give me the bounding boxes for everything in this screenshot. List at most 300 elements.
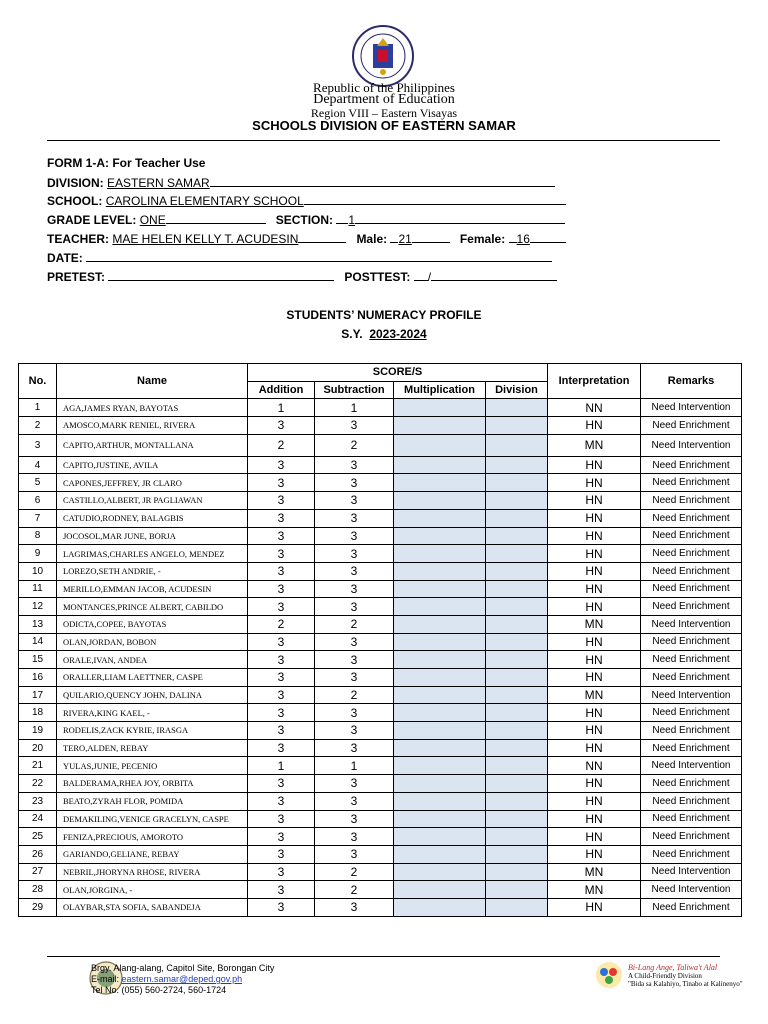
school-label: SCHOOL: bbox=[47, 194, 103, 208]
table-row bbox=[19, 562, 742, 580]
row-remarks: Need Enrichment bbox=[641, 792, 742, 810]
row-subtraction: 3 bbox=[315, 704, 394, 722]
row-interpretation: MN bbox=[548, 863, 641, 881]
row-no: 4 bbox=[19, 456, 57, 474]
row-division bbox=[486, 598, 548, 616]
row-interpretation: HN bbox=[548, 417, 641, 435]
brand-text bbox=[628, 964, 743, 988]
row-interpretation: MN bbox=[548, 434, 641, 456]
row-multiplication bbox=[394, 399, 486, 417]
table-row bbox=[19, 434, 742, 456]
row-name: QUILARIO,QUENCY JOHN, DALINA bbox=[57, 686, 248, 704]
row-remarks: Need Enrichment bbox=[641, 417, 742, 435]
division-label: DIVISION: bbox=[47, 176, 104, 190]
row-multiplication bbox=[394, 898, 486, 916]
table-row bbox=[19, 492, 742, 510]
row-name: ORALLER,LIAM LAETTNER, CASPE bbox=[57, 669, 248, 687]
row-interpretation: MN bbox=[548, 615, 641, 633]
row-subtraction: 1 bbox=[315, 399, 394, 417]
row-no: 13 bbox=[19, 615, 57, 633]
row-addition: 3 bbox=[248, 810, 315, 828]
row-addition: 3 bbox=[248, 456, 315, 474]
row-subtraction: 3 bbox=[315, 527, 394, 545]
row-remarks: Need Enrichment bbox=[641, 775, 742, 793]
row-no: 21 bbox=[19, 757, 57, 775]
row-remarks: Need Enrichment bbox=[641, 474, 742, 492]
row-name: JOCOSOL,MAR JUNE, BORJA bbox=[57, 527, 248, 545]
deped-seal-logo bbox=[351, 24, 415, 88]
row-no: 3 bbox=[19, 434, 57, 456]
row-multiplication bbox=[394, 863, 486, 881]
row-addition: 2 bbox=[248, 615, 315, 633]
row-interpretation: HN bbox=[548, 545, 641, 563]
row-name: MERILLO,EMMAN JACOB, ACUDESIN bbox=[57, 580, 248, 598]
row-multiplication bbox=[394, 704, 486, 722]
row-interpretation: NN bbox=[548, 399, 641, 417]
row-remarks: Need Enrichment bbox=[641, 722, 742, 740]
row-subtraction: 2 bbox=[315, 863, 394, 881]
row-addition: 3 bbox=[248, 863, 315, 881]
header-divider bbox=[47, 140, 720, 141]
form-label: FORM 1-A: For Teacher Use bbox=[47, 156, 206, 170]
row-no: 23 bbox=[19, 792, 57, 810]
row-division bbox=[486, 399, 548, 417]
row-subtraction: 3 bbox=[315, 545, 394, 563]
row-interpretation: HN bbox=[548, 704, 641, 722]
profile-title: STUDENTS’ NUMERACY PROFILE bbox=[286, 308, 482, 322]
footer-address: Brgy. Alang-alang, Capitol Site, Borongan City bbox=[91, 963, 275, 973]
row-remarks: Need Enrichment bbox=[641, 898, 742, 916]
sy-label: S.Y. bbox=[341, 327, 363, 341]
row-no: 8 bbox=[19, 527, 57, 545]
row-interpretation: MN bbox=[548, 686, 641, 704]
row-interpretation: HN bbox=[548, 898, 641, 916]
republic-text: Republic of the Philippines bbox=[313, 80, 455, 95]
row-remarks: Need Enrichment bbox=[641, 527, 742, 545]
sy-value: 2023-2024 bbox=[369, 327, 427, 341]
row-addition: 3 bbox=[248, 598, 315, 616]
row-interpretation: HN bbox=[548, 669, 641, 687]
division-field bbox=[47, 175, 555, 190]
pretest-label: PRETEST: bbox=[47, 270, 106, 284]
school-value: CAROLINA ELEMENTARY SCHOOL bbox=[105, 194, 304, 208]
row-remarks: Need Enrichment bbox=[641, 704, 742, 722]
row-no: 20 bbox=[19, 739, 57, 757]
row-division bbox=[486, 527, 548, 545]
table-row bbox=[19, 722, 742, 740]
footer-email-link[interactable]: eastern.samar@deped.gov.ph bbox=[121, 974, 243, 984]
brand-line3: "Bida sa Kalahiyo, Tinabo at Kalinenyo" bbox=[628, 980, 743, 988]
row-name: RODELIS,ZACK KYRIE, IRASGA bbox=[57, 722, 248, 740]
row-no: 5 bbox=[19, 474, 57, 492]
row-interpretation: HN bbox=[548, 775, 641, 793]
table-row bbox=[19, 845, 742, 863]
row-multiplication bbox=[394, 775, 486, 793]
row-name: CATUDIO,RODNEY, BALAGBIS bbox=[57, 509, 248, 527]
header-remarks: Remarks bbox=[641, 364, 742, 399]
row-interpretation: HN bbox=[548, 633, 641, 651]
row-interpretation: MN bbox=[548, 881, 641, 899]
footer-divider bbox=[47, 956, 720, 957]
row-addition: 3 bbox=[248, 669, 315, 687]
row-no: 7 bbox=[19, 509, 57, 527]
row-multiplication bbox=[394, 757, 486, 775]
row-no: 6 bbox=[19, 492, 57, 510]
row-name: OLAN,JORGINA, - bbox=[57, 881, 248, 899]
row-subtraction: 3 bbox=[315, 509, 394, 527]
brand-line2: A Child-Friendly Division bbox=[628, 972, 702, 980]
row-subtraction: 3 bbox=[315, 492, 394, 510]
row-name: CAPITO,ARTHUR, MONTALLANA bbox=[57, 434, 248, 456]
row-multiplication bbox=[394, 828, 486, 846]
row-remarks: Need Enrichment bbox=[641, 739, 742, 757]
row-name: BALDERAMA,RHEA JOY, ORBITA bbox=[57, 775, 248, 793]
row-name: FENIZA,PRECIOUS, AMOROTO bbox=[57, 828, 248, 846]
row-addition: 3 bbox=[248, 704, 315, 722]
row-subtraction: 3 bbox=[315, 898, 394, 916]
brand-name: Bi-Lang Ange, Taliwa't Alal bbox=[628, 963, 718, 972]
row-division bbox=[486, 633, 548, 651]
table-row bbox=[19, 545, 742, 563]
row-interpretation: HN bbox=[548, 828, 641, 846]
row-subtraction: 3 bbox=[315, 580, 394, 598]
table-row bbox=[19, 615, 742, 633]
date-field bbox=[47, 250, 552, 265]
row-interpretation: HN bbox=[548, 509, 641, 527]
row-remarks: Need Enrichment bbox=[641, 810, 742, 828]
row-name: ODICTA,COPEE, BAYOTAS bbox=[57, 615, 248, 633]
table-row bbox=[19, 399, 742, 417]
row-subtraction: 3 bbox=[315, 792, 394, 810]
row-division bbox=[486, 669, 548, 687]
row-interpretation: HN bbox=[548, 598, 641, 616]
row-multiplication bbox=[394, 722, 486, 740]
row-division bbox=[486, 456, 548, 474]
row-multiplication bbox=[394, 492, 486, 510]
row-name: DEMAKILING,VENICE GRACELYN, CASPE bbox=[57, 810, 248, 828]
row-multiplication bbox=[394, 881, 486, 899]
header-scores: SCORE/S bbox=[248, 364, 548, 382]
row-addition: 3 bbox=[248, 545, 315, 563]
row-division bbox=[486, 474, 548, 492]
row-multiplication bbox=[394, 845, 486, 863]
row-division bbox=[486, 704, 548, 722]
row-no: 24 bbox=[19, 810, 57, 828]
row-name: MONTANCES,PRINCE ALBERT, CABILDO bbox=[57, 598, 248, 616]
row-no: 29 bbox=[19, 898, 57, 916]
row-addition: 1 bbox=[248, 399, 315, 417]
row-remarks: Need Enrichment bbox=[641, 845, 742, 863]
grade-section-field bbox=[47, 212, 565, 227]
row-division bbox=[486, 898, 548, 916]
row-multiplication bbox=[394, 509, 486, 527]
row-multiplication bbox=[394, 545, 486, 563]
row-subtraction: 1 bbox=[315, 757, 394, 775]
footer-email-label: E-mail: bbox=[91, 974, 120, 984]
row-interpretation: HN bbox=[548, 651, 641, 669]
row-interpretation: HN bbox=[548, 456, 641, 474]
row-multiplication bbox=[394, 474, 486, 492]
row-name: BEATO,ZYRAH FLOR, POMIDA bbox=[57, 792, 248, 810]
row-addition: 3 bbox=[248, 509, 315, 527]
row-no: 10 bbox=[19, 562, 57, 580]
row-no: 2 bbox=[19, 417, 57, 435]
table-row bbox=[19, 580, 742, 598]
row-addition: 3 bbox=[248, 474, 315, 492]
row-addition: 3 bbox=[248, 686, 315, 704]
table-row bbox=[19, 898, 742, 916]
row-subtraction: 2 bbox=[315, 881, 394, 899]
row-division bbox=[486, 881, 548, 899]
school-year bbox=[0, 327, 768, 341]
row-interpretation: HN bbox=[548, 474, 641, 492]
section-label: SECTION: bbox=[275, 213, 334, 227]
row-remarks: Need Enrichment bbox=[641, 562, 742, 580]
row-addition: 3 bbox=[248, 492, 315, 510]
teacher-value: MAE HELEN KELLY T. ACUDESIN bbox=[112, 232, 299, 246]
row-addition: 2 bbox=[248, 434, 315, 456]
row-no: 9 bbox=[19, 545, 57, 563]
row-no: 25 bbox=[19, 828, 57, 846]
row-name: ORALE,IVAN, ANDEA bbox=[57, 651, 248, 669]
row-division bbox=[486, 417, 548, 435]
table-row bbox=[19, 828, 742, 846]
region-text: Region VIII – Eastern Visayas bbox=[310, 106, 458, 120]
header-no: No. bbox=[19, 364, 57, 399]
row-multiplication bbox=[394, 792, 486, 810]
female-label: Female: bbox=[459, 232, 506, 246]
row-no: 27 bbox=[19, 863, 57, 881]
row-no: 18 bbox=[19, 704, 57, 722]
row-division bbox=[486, 509, 548, 527]
row-division bbox=[486, 845, 548, 863]
male-value: 21 bbox=[398, 232, 412, 246]
row-subtraction: 2 bbox=[315, 615, 394, 633]
row-name: LOREZO,SETH ANDRIE, - bbox=[57, 562, 248, 580]
row-remarks: Need Enrichment bbox=[641, 509, 742, 527]
row-division bbox=[486, 545, 548, 563]
row-division bbox=[486, 792, 548, 810]
row-addition: 3 bbox=[248, 722, 315, 740]
row-name: OLAYBAR,STA SOFIA, SABANDEJA bbox=[57, 898, 248, 916]
row-addition: 3 bbox=[248, 881, 315, 899]
row-no: 26 bbox=[19, 845, 57, 863]
row-addition: 3 bbox=[248, 739, 315, 757]
row-division bbox=[486, 651, 548, 669]
row-name: AGA,JAMES RYAN, BAYOTAS bbox=[57, 399, 248, 417]
row-remarks: Need Enrichment bbox=[641, 492, 742, 510]
row-multiplication bbox=[394, 633, 486, 651]
row-name: CAPITO,JUSTINE, AVILA bbox=[57, 456, 248, 474]
row-name: YULAS,JUNIE, PECENIO bbox=[57, 757, 248, 775]
test-field bbox=[47, 269, 557, 284]
teacher-field bbox=[47, 231, 566, 246]
row-remarks: Need Intervention bbox=[641, 686, 742, 704]
table-row bbox=[19, 456, 742, 474]
row-subtraction: 3 bbox=[315, 669, 394, 687]
posttest-label: POSTTEST: bbox=[344, 270, 411, 284]
header-division: Division bbox=[486, 381, 548, 399]
row-remarks: Need Enrichment bbox=[641, 828, 742, 846]
row-multiplication bbox=[394, 615, 486, 633]
row-addition: 3 bbox=[248, 633, 315, 651]
table-row bbox=[19, 775, 742, 793]
row-multiplication bbox=[394, 669, 486, 687]
row-subtraction: 3 bbox=[315, 739, 394, 757]
row-name: CASTILLO,ALBERT, JR PAGLIAWAN bbox=[57, 492, 248, 510]
row-subtraction: 2 bbox=[315, 686, 394, 704]
row-division bbox=[486, 739, 548, 757]
row-subtraction: 3 bbox=[315, 810, 394, 828]
row-multiplication bbox=[394, 651, 486, 669]
row-no: 17 bbox=[19, 686, 57, 704]
child-friendly-logo bbox=[594, 960, 624, 990]
row-addition: 3 bbox=[248, 898, 315, 916]
row-division bbox=[486, 828, 548, 846]
row-remarks: Need Intervention bbox=[641, 757, 742, 775]
row-division bbox=[486, 615, 548, 633]
row-remarks: Need Enrichment bbox=[641, 456, 742, 474]
row-division bbox=[486, 492, 548, 510]
row-subtraction: 3 bbox=[315, 562, 394, 580]
header-interpretation: Interpretation bbox=[548, 364, 641, 399]
male-label: Male: bbox=[356, 232, 388, 246]
row-addition: 3 bbox=[248, 417, 315, 435]
section-value: 1 bbox=[348, 213, 356, 227]
row-interpretation: HN bbox=[548, 492, 641, 510]
row-division bbox=[486, 686, 548, 704]
row-no: 1 bbox=[19, 399, 57, 417]
row-no: 12 bbox=[19, 598, 57, 616]
row-addition: 3 bbox=[248, 651, 315, 669]
row-division bbox=[486, 863, 548, 881]
table-row bbox=[19, 474, 742, 492]
row-no: 19 bbox=[19, 722, 57, 740]
row-no: 15 bbox=[19, 651, 57, 669]
row-remarks: Need Intervention bbox=[641, 399, 742, 417]
table-row bbox=[19, 881, 742, 899]
header-addition: Addition bbox=[248, 381, 315, 399]
row-interpretation: HN bbox=[548, 739, 641, 757]
female-value: 16 bbox=[516, 232, 530, 246]
row-interpretation: NN bbox=[548, 757, 641, 775]
row-multiplication bbox=[394, 456, 486, 474]
row-multiplication bbox=[394, 739, 486, 757]
grade-label: GRADE LEVEL: bbox=[47, 213, 137, 227]
row-interpretation: HN bbox=[548, 810, 641, 828]
division-value: EASTERN SAMAR bbox=[107, 176, 210, 190]
row-no: 28 bbox=[19, 881, 57, 899]
header-name: Name bbox=[57, 364, 248, 399]
row-remarks: Need Intervention bbox=[641, 863, 742, 881]
table-row bbox=[19, 810, 742, 828]
table-row bbox=[19, 417, 742, 435]
table-row bbox=[19, 527, 742, 545]
table-row bbox=[19, 739, 742, 757]
footer-tel: Tel No. (055) 560-2724, 560-1724 bbox=[91, 985, 227, 995]
table-row bbox=[19, 669, 742, 687]
row-name: NEBRIL,JHORYNA RHOSE, RIVERA bbox=[57, 863, 248, 881]
row-multiplication bbox=[394, 527, 486, 545]
row-division bbox=[486, 722, 548, 740]
row-name: OLAN,JORDAN, BOBON bbox=[57, 633, 248, 651]
grade-value: ONE bbox=[139, 213, 166, 227]
row-remarks: Need Intervention bbox=[641, 434, 742, 456]
row-addition: 3 bbox=[248, 562, 315, 580]
table-row bbox=[19, 792, 742, 810]
footer-address-block bbox=[91, 963, 274, 996]
row-addition: 3 bbox=[248, 580, 315, 598]
table-row bbox=[19, 686, 742, 704]
row-remarks: Need Enrichment bbox=[641, 580, 742, 598]
row-no: 16 bbox=[19, 669, 57, 687]
row-interpretation: HN bbox=[548, 527, 641, 545]
teacher-label: TEACHER: bbox=[47, 232, 109, 246]
row-division bbox=[486, 810, 548, 828]
row-interpretation: HN bbox=[548, 792, 641, 810]
row-subtraction: 3 bbox=[315, 845, 394, 863]
row-division bbox=[486, 775, 548, 793]
date-label: DATE: bbox=[47, 251, 83, 265]
row-addition: 3 bbox=[248, 775, 315, 793]
row-no: 11 bbox=[19, 580, 57, 598]
row-multiplication bbox=[394, 810, 486, 828]
row-no: 22 bbox=[19, 775, 57, 793]
row-division bbox=[486, 562, 548, 580]
row-multiplication bbox=[394, 562, 486, 580]
row-remarks: Need Intervention bbox=[641, 881, 742, 899]
row-remarks: Need Enrichment bbox=[641, 545, 742, 563]
school-field bbox=[47, 193, 566, 208]
row-subtraction: 3 bbox=[315, 775, 394, 793]
row-interpretation: HN bbox=[548, 845, 641, 863]
row-addition: 3 bbox=[248, 792, 315, 810]
row-subtraction: 3 bbox=[315, 633, 394, 651]
row-name: AMOSCO,MARK RENIEL, RIVERA bbox=[57, 417, 248, 435]
numeracy-table bbox=[18, 363, 742, 917]
row-name: TERO,ALDEN, REBAY bbox=[57, 739, 248, 757]
row-addition: 3 bbox=[248, 527, 315, 545]
header-multiplication: Multiplication bbox=[394, 381, 486, 399]
row-interpretation: HN bbox=[548, 562, 641, 580]
row-subtraction: 3 bbox=[315, 722, 394, 740]
row-name: RIVERA,KING KAEL, - bbox=[57, 704, 248, 722]
row-remarks: Need Enrichment bbox=[641, 598, 742, 616]
row-addition: 1 bbox=[248, 757, 315, 775]
row-remarks: Need Enrichment bbox=[641, 633, 742, 651]
table-row bbox=[19, 633, 742, 651]
row-name: GARIANDO,GELIANE, REBAY bbox=[57, 845, 248, 863]
row-subtraction: 3 bbox=[315, 598, 394, 616]
row-no: 14 bbox=[19, 633, 57, 651]
row-remarks: Need Enrichment bbox=[641, 651, 742, 669]
header-subtraction: Subtraction bbox=[315, 381, 394, 399]
row-division bbox=[486, 580, 548, 598]
row-subtraction: 3 bbox=[315, 474, 394, 492]
row-subtraction: 2 bbox=[315, 434, 394, 456]
row-name: CAPONES,JEFFREY, JR CLARO bbox=[57, 474, 248, 492]
row-multiplication bbox=[394, 417, 486, 435]
table-row bbox=[19, 598, 742, 616]
row-division bbox=[486, 757, 548, 775]
table-row bbox=[19, 509, 742, 527]
department-text: Department of Education bbox=[313, 92, 455, 107]
row-multiplication bbox=[394, 686, 486, 704]
row-subtraction: 3 bbox=[315, 456, 394, 474]
row-division bbox=[486, 434, 548, 456]
table-row bbox=[19, 863, 742, 881]
row-multiplication bbox=[394, 580, 486, 598]
